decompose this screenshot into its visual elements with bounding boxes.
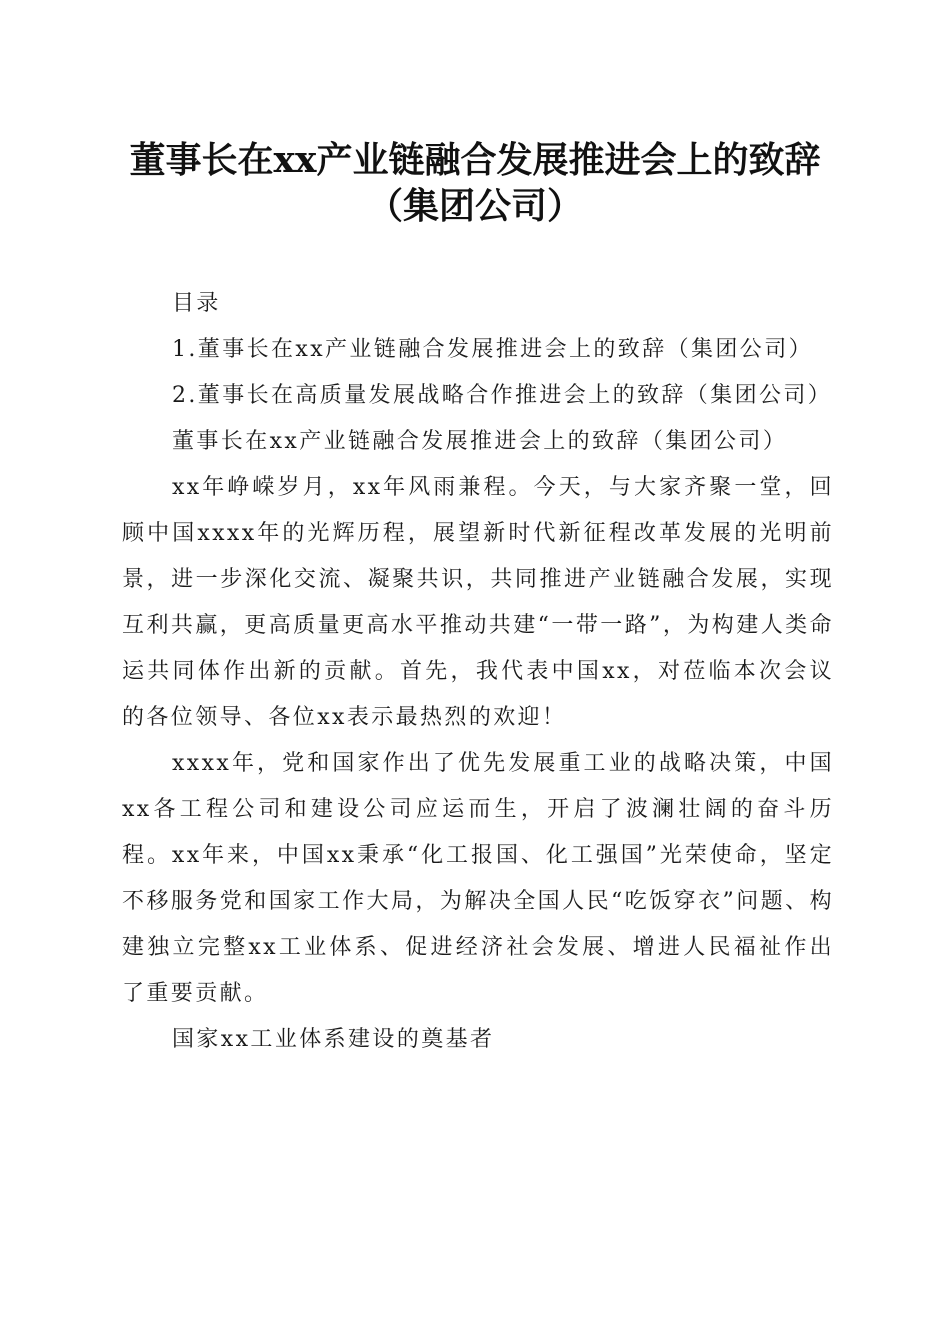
document-title-line-1: 董事长在xx产业链融合发展推进会上的致辞: [129, 139, 821, 181]
toc-heading: 目录: [172, 291, 221, 316]
document-body: [122, 281, 834, 1063]
body-paragraph-1: xx年峥嵘岁月，xx年风雨兼程。今天，与大家齐聚一堂，回顾中国xxxx年的光辉历程，展望新时代新征程改革发展的光明前景，进一步深化交流、凝聚共识，共同推进产业链融合发展，实现互利共赢，更高质量更高水平推动共建“一带一路”，为构建人类命运共同体作出新的贡献。首先，我代表中国xx，对莅临本次会议的各位领导、各位xx表示最热烈的欢迎！: [122, 475, 834, 730]
subsection-heading: 国家xx工业体系建设的奠基者: [172, 1027, 495, 1052]
document-title-line-2: （集团公司）: [366, 185, 583, 227]
toc-item-1: 1.董事长在xx产业链融合发展推进会上的致辞（集团公司）: [172, 337, 814, 362]
body-paragraph-2: xxxx年，党和国家作出了优先发展重工业的战略决策，中国xx各工程公司和建设公司应运而生，开启了波澜壮阔的奋斗历程。xx年来，中国xx秉承“化工报国、化工强国”光荣使命，坚定不移服务党和国家工作大局，为解决全国人民“吃饭穿衣”问题、构建独立完整xx工业体系、促进经济社会发展、增进人民福祉作出了重要贡献。: [122, 751, 834, 1006]
toc-item-2: 2.董事长在高质量发展战略合作推进会上的致辞（集团公司）: [172, 383, 833, 408]
section-heading: 董事长在xx产业链融合发展推进会上的致辞（集团公司）: [172, 429, 788, 454]
